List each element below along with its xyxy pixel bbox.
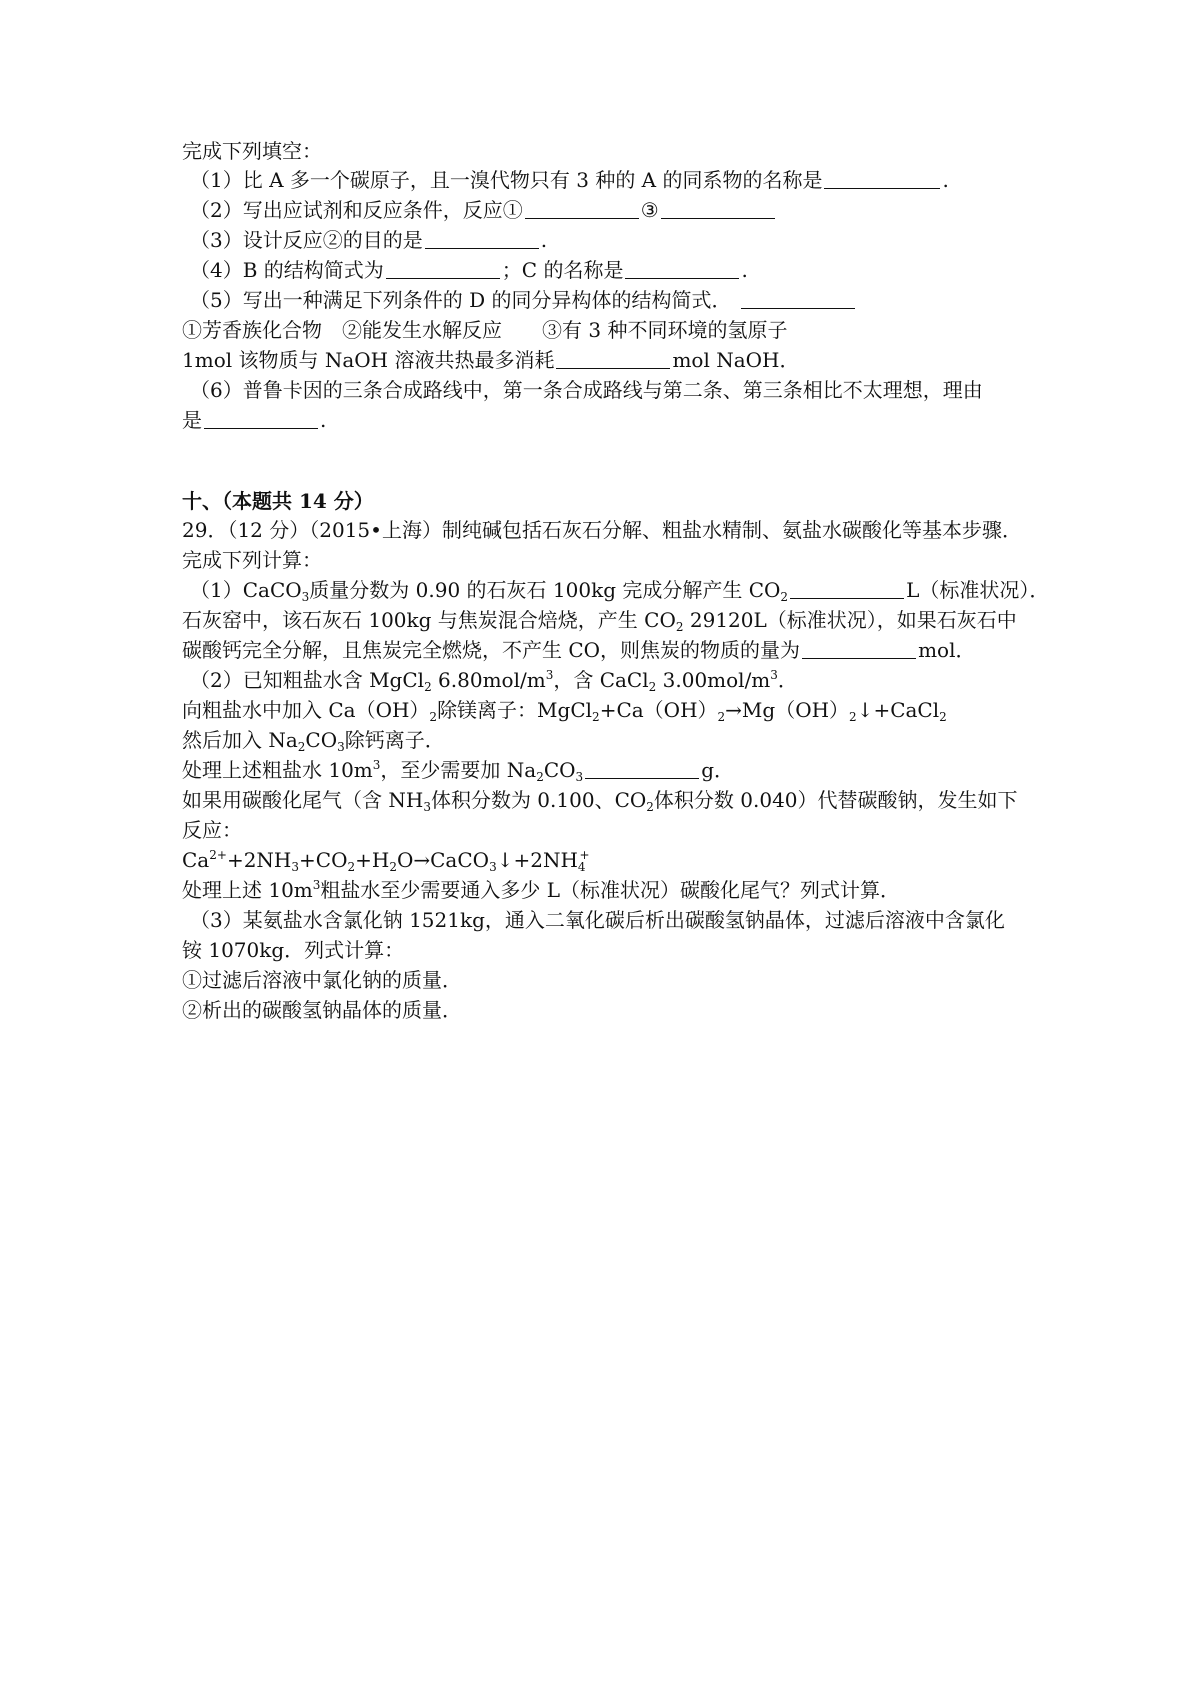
answer-blank-4a[interactable] — [386, 256, 500, 279]
question-1: （1）比 A 多一个碳原子，且一溴代物只有 3 种的 A 的同系物的名称是 . — [190, 168, 949, 192]
answer-blank-29-2[interactable] — [585, 756, 699, 779]
q29-part2-line8: 处理上述 $10m^3$粗盐水至少需要通入多少 L（标准状况）碳酸化尾气？列式计算． — [182, 878, 901, 902]
q29-part2-line2: 向粗盐水中加入 $Ca(OH)_2$除镁离子：$MgCl_2+Ca(OH)_2\to Mg(OH)_2↓+CaCl_2$ — [182, 698, 947, 724]
q29-part1-line2: 石灰窑中，该石灰石 100kg 与焦炭混合焙烧，产生 $CO_2$ 29120L（标准状况），如果石灰石中 — [182, 608, 1017, 634]
answer-blank-4b[interactable] — [625, 256, 739, 279]
q29-part2-line6: 反应： — [182, 818, 242, 842]
q29-part2-equation: $Ca^{2+}+2NH_3+CO_2+H_2O\to CaCO_3↓+2NH_4^+$ — [182, 848, 590, 874]
answer-blank-29-1b[interactable] — [802, 636, 916, 659]
q29-part2-line4: 处理上述粗盐水 $10m^3$，至少需要加 $Na_2CO_3$ g． — [182, 758, 734, 784]
q29-part2-line3: 然后加入 $Na_2CO_3$除钙离子． — [182, 728, 445, 754]
q29-part3-line3: ①过滤后溶液中氯化钠的质量． — [182, 968, 462, 992]
question-6: （6）普鲁卡因的三条合成路线中，第一条合成路线与第二条、第三条相比不太理想，理由 — [190, 378, 983, 402]
question-29-intro: 完成下列计算： — [182, 548, 322, 572]
q29-part3-line1: （3）某氨盐水含氯化钠 1521kg，通入二氧化碳后析出碳酸氢钠晶体，过滤后溶液中含氯化 — [190, 908, 1005, 932]
q29-part2-line5: 如果用碳酸化尾气（含 $NH_3$体积分数为 0.100、$CO_2$体积分数 0.040）代替碳酸钠，发生如下 — [182, 788, 1018, 814]
answer-blank-3[interactable] — [425, 226, 539, 249]
q29-part1-line1: （1）CaCO$_3$质量分数为 0.90 的石灰石 100kg 完成分解产生 $CO_2$ L（标准状况）． — [190, 578, 1050, 604]
question-5-naoh: 1mol 该物质与 NaOH 溶液共热最多消耗 mol NaOH． — [182, 348, 800, 372]
q29-part3-line4: ②析出的碳酸氢钠晶体的质量． — [182, 998, 462, 1022]
answer-blank-5a[interactable] — [741, 286, 855, 309]
question-2: （2）写出应试剂和反应条件，反应① ③ — [190, 195, 777, 225]
question-5: （5）写出一种满足下列条件的 D 的同分异构体的结构简式． — [190, 285, 857, 315]
q29-part1-line3: 碳酸钙完全分解，且焦炭完全燃烧，不产生 CO，则焦炭的物质的量为 mol． — [182, 638, 976, 662]
part1-intro: 完成下列填空： — [182, 139, 322, 163]
answer-blank-6[interactable] — [204, 406, 318, 429]
question-4: （4）B 的结构简式为 ；C 的名称是 . — [190, 258, 748, 282]
answer-blank-5b[interactable] — [556, 346, 670, 369]
section-heading: 十、（本题共 14 分） — [182, 489, 374, 513]
answer-blank-2a[interactable] — [525, 196, 639, 219]
question-6-cont: 是 . — [182, 408, 327, 432]
question-29-title: 29．（12 分）（2015•上海）制纯碱包括石灰石分解、粗盐水精制、氨盐水碳酸化等基本步骤． — [182, 518, 1022, 542]
question-3: （3）设计反应②的目的是 . — [190, 228, 548, 252]
answer-blank-29-1a[interactable] — [790, 576, 904, 599]
answer-blank-2b[interactable] — [661, 196, 775, 219]
q29-part2-line1: （2）已知粗盐水含 MgCl$_2$ $6.80mol/m^3$，含 CaCl$_2$ $3.00mol/m^3$． — [190, 668, 798, 694]
question-5-conditions: ①芳香族化合物 ②能发生水解反应 ③有 3 种不同环境的氢原子 — [182, 318, 788, 342]
q29-part3-line2: 铵 1070kg．列式计算： — [182, 938, 405, 962]
answer-blank-1[interactable] — [824, 166, 940, 189]
